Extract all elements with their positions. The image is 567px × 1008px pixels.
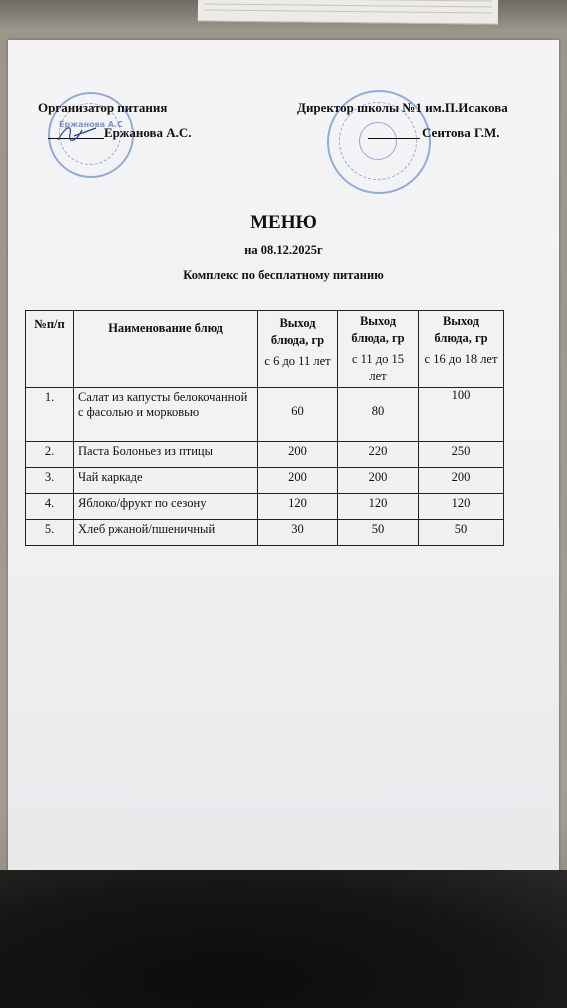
weight-16-18: 50	[419, 520, 504, 546]
page-title: МЕНЮ	[250, 212, 317, 233]
header-col3-title: Выход блюда, гр	[434, 314, 488, 345]
weight-16-18: 250	[419, 442, 504, 468]
table-row	[26, 494, 504, 520]
weight-16-18: 100	[419, 388, 504, 442]
foreground-shadow	[0, 870, 567, 1008]
weight-6-11: 120	[258, 494, 338, 520]
header-col1-range: с 6 до 11 лет	[264, 354, 331, 368]
row-num: 3.	[26, 468, 74, 494]
header-col1	[258, 311, 338, 388]
menu-date: на 08.12.2025г	[244, 243, 323, 257]
dish-name: Яблоко/фрукт по сезону	[74, 494, 258, 520]
dish-name: Салат из капусты белокочанной с фасолью и морковью	[74, 388, 258, 442]
table-row	[26, 520, 504, 546]
row-num: 2.	[26, 442, 74, 468]
header-col3	[419, 311, 504, 388]
table-row	[26, 442, 504, 468]
header-col2-title: Выход блюда, гр	[351, 314, 405, 345]
weight-11-15: 220	[338, 442, 419, 468]
right-name: Сеитова Г.М.	[422, 125, 500, 140]
weight-11-15: 120	[338, 494, 419, 520]
weight-16-18: 120	[419, 494, 504, 520]
weight-6-11: 200	[258, 442, 338, 468]
weight-16-18: 200	[419, 468, 504, 494]
header-name: Наименование блюд	[74, 311, 258, 388]
left-stamp-text: Ержанова А.С	[59, 120, 123, 129]
right-signature-line	[368, 138, 420, 139]
header-col3-range: с 16 до 18 лет	[424, 352, 498, 366]
header-col1-title: Выход блюда, гр	[270, 316, 325, 347]
header-col2-range: с 11 до 15 лет	[351, 352, 405, 383]
weight-6-11: 30	[258, 520, 338, 546]
weight-6-11: 60	[258, 388, 338, 442]
dish-name: Чай каркаде	[74, 468, 258, 494]
row-num: 4.	[26, 494, 74, 520]
dish-name: Паста Болоньез из птицы	[74, 442, 258, 468]
right-title: Директор школы №1 им.П.Исакова	[297, 100, 508, 115]
table-row	[26, 388, 504, 442]
row-num: 5.	[26, 520, 74, 546]
row-num: 1.	[26, 388, 74, 442]
weight-11-15: 50	[338, 520, 419, 546]
table-row	[26, 468, 504, 494]
left-signature	[56, 122, 100, 144]
menu-table	[25, 310, 504, 546]
left-name: Ержанова А.С.	[104, 125, 192, 140]
menu-subtitle: Комплекс по бесплатному питанию	[183, 268, 384, 282]
left-title: Организатор питания	[38, 100, 168, 115]
menu-sheet	[8, 40, 559, 878]
background-paper	[198, 0, 498, 25]
header-col2	[338, 311, 419, 388]
dish-name: Хлеб ржаной/пшеничный	[74, 520, 258, 546]
weight-6-11: 200	[258, 468, 338, 494]
weight-11-15: 200	[338, 468, 419, 494]
weight-11-15: 80	[338, 388, 419, 442]
table-header-row	[26, 311, 504, 388]
header-num: №п/п	[26, 311, 74, 388]
